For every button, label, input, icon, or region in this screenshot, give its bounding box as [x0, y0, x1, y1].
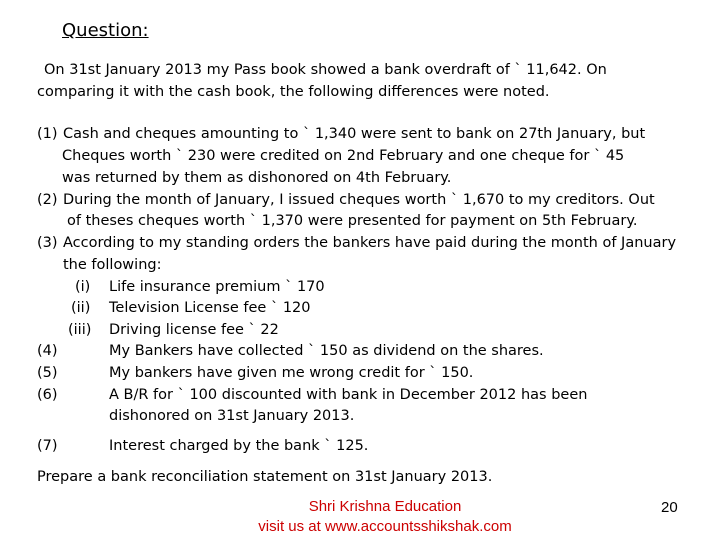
subitem-i-text: Life insurance premium ` 170	[109, 279, 325, 295]
item-6-line-2: dishonored on 31st January 2013.	[109, 408, 355, 424]
footer-org-name: Shri Krishna Education	[308, 498, 462, 515]
item-2-line-2: of theses cheques worth ` 1,370 were presented for payment on 5th February.	[67, 213, 638, 229]
item-5-text: My bankers have given me wrong credit for ` 150.	[109, 365, 474, 381]
item-1-line-1: Cash and cheques amounting to ` 1,340 were sent to bank on 27th January, but	[63, 126, 646, 142]
subitem-ii-number: (ii)	[71, 300, 91, 316]
subitem-iii-text: Driving license fee ` 22	[109, 322, 279, 338]
intro-line-1: On 31st January 2013 my Pass book showed a bank overdraft of ` 11,642. On	[44, 62, 607, 78]
subitem-i-number: (i)	[75, 279, 91, 295]
closing-instruction: Prepare a bank reconciliation statement on 31st January 2013.	[37, 469, 493, 485]
page-number: 20	[661, 499, 678, 516]
item-6-line-1: A B/R for ` 100 discounted with bank in December 2012 has been	[109, 387, 588, 403]
subitem-ii-text: Television License fee ` 120	[109, 300, 311, 316]
item-2-line-1: During the month of January, I issued cheques worth ` 1,670 to my creditors. Out	[63, 192, 655, 208]
item-5-number: (5)	[37, 365, 58, 381]
item-1-line-3: was returned by them as dishonored on 4th February.	[62, 170, 452, 186]
item-4-text: My Bankers have collected ` 150 as dividend on the shares.	[109, 343, 544, 359]
subitem-iii-number: (iii)	[68, 322, 92, 338]
intro-line-2: comparing it with the cash book, the following differences were noted.	[37, 84, 550, 100]
item-3-number: (3)	[37, 235, 58, 251]
item-7-text: Interest charged by the bank ` 125.	[109, 438, 369, 454]
page-title: Question:	[62, 20, 149, 41]
item-1-line-2: Cheques worth ` 230 were credited on 2nd February and one cheque for ` 45	[62, 148, 625, 164]
footer-website: visit us at www.accountsshikshak.com	[258, 518, 512, 535]
item-1-number: (1)	[37, 126, 58, 142]
item-7-number: (7)	[37, 438, 58, 454]
item-3-line-2: the following:	[63, 257, 162, 273]
item-6-number: (6)	[37, 387, 58, 403]
item-3-line-1: According to my standing orders the bankers have paid during the month of January	[63, 235, 677, 251]
item-2-number: (2)	[37, 192, 58, 208]
item-4-number: (4)	[37, 343, 58, 359]
